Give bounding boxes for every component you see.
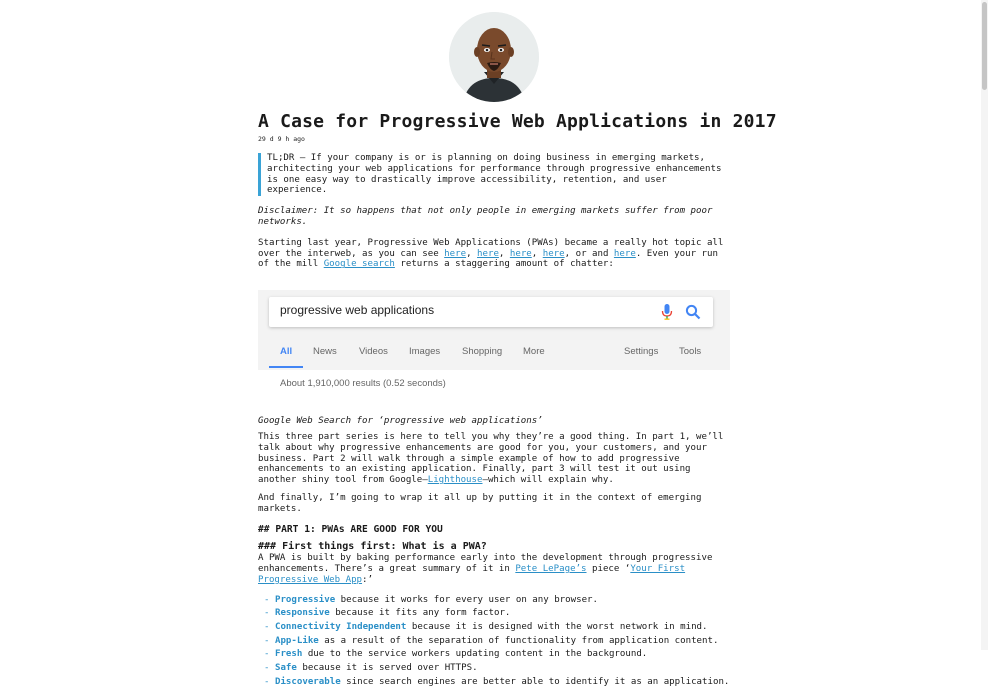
pwa-traits-list — [258, 595, 730, 688]
list-term: Responsive — [274, 608, 330, 619]
disclaimer: Disclaimer: It so happens that not only people in emerging markets suffer from poor networks. — [258, 206, 713, 227]
intro-text: Starting last year, Progressive Web Applications (PWAs) became a really hot topic all over the interweb, as you can see — [258, 237, 724, 259]
intro-text: . Even your run of the mill — [258, 248, 718, 270]
pwa-text: :’ — [362, 574, 373, 585]
article-title: A Case for Progressive Web Applications in 2017 — [258, 111, 777, 132]
search-icon — [685, 304, 701, 320]
serp-header — [258, 290, 730, 370]
serp-active-tab-indicator — [269, 366, 303, 368]
list-item — [264, 595, 730, 606]
microphone-icon — [661, 304, 673, 320]
list-dash: - — [264, 649, 270, 660]
scrollbar-thumb[interactable] — [982, 2, 987, 90]
list-dash: - — [264, 608, 270, 619]
pwa-text: piece ‘ — [586, 563, 631, 574]
link-first-pwa[interactable]: Your First Progressive Web App — [258, 563, 686, 585]
article — [258, 110, 777, 690]
serp-query: progressive web applications — [280, 303, 435, 318]
subsection-heading-what-is-pwa: ### First things first: What is a PWA? — [258, 541, 487, 553]
author-avatar — [449, 12, 539, 102]
pwa-paragraph — [258, 553, 730, 585]
separator: , — [498, 248, 510, 259]
intro-paragraph — [258, 238, 730, 270]
link-lighthouse[interactable]: Lighthouse — [427, 475, 483, 486]
list-item — [264, 649, 730, 660]
serp-tab-all: All — [280, 346, 293, 358]
page-scrollbar[interactable] — [981, 0, 988, 650]
list-dash: - — [264, 662, 270, 673]
list-term: Connectivity Independent — [274, 621, 407, 632]
pwa-text: A PWA is built by baking performance early into the development through progressive enhancements. There’s a great summary of it in — [258, 553, 713, 574]
series-text: —which will explain why. — [482, 475, 614, 486]
tldr-blockquote — [258, 153, 730, 196]
serp-search-box — [269, 297, 713, 327]
serp-result-stats: About 1,910,000 results (0.52 seconds) — [280, 378, 446, 390]
list-dash: - — [264, 635, 270, 646]
avatar-illustration-icon — [449, 12, 539, 102]
list-item — [264, 622, 730, 633]
link-google-search[interactable]: Google search — [323, 259, 395, 270]
link-here-4[interactable]: here — [542, 248, 565, 259]
image-caption: Google Web Search for ‘progressive web applications’ — [258, 416, 543, 427]
series-text: This three part series is here to tell you why they’re a good thing. In part 1, we’ll talk about why progressive enhancements are good for you, your customers, and your business. Part 2 will walk through a simple example of how to add progressive enhancements to an existing application. Finally, part 3 will test it out using another shiny tool from Google— — [258, 431, 724, 486]
list-dash: - — [264, 621, 270, 632]
list-item — [264, 677, 730, 688]
finally-paragraph: And finally, I’m going to wrap it all up by putting it in the context of emerging markets. — [258, 492, 702, 514]
link-here-1[interactable]: here — [444, 248, 467, 259]
google-search-screenshot — [258, 290, 730, 398]
separator: , — [531, 248, 543, 259]
list-text: due to the service workers updating content in the background. — [302, 649, 648, 660]
list-item — [264, 608, 730, 619]
list-text: because it fits any form factor. — [329, 608, 511, 619]
serp-tab-shopping: Shopping — [462, 346, 503, 358]
link-pete-lepage[interactable]: Pete LePage’s — [515, 563, 587, 574]
list-text: because it works for every user on any browser. — [335, 594, 598, 605]
list-term: Safe — [274, 662, 297, 673]
serp-tab-settings: Settings — [624, 346, 659, 358]
list-item — [264, 636, 730, 647]
list-term: App-Like — [274, 635, 319, 646]
list-term: Fresh — [274, 649, 303, 660]
list-term: Progressive — [274, 594, 336, 605]
serp-tabs — [258, 341, 730, 369]
link-here-5[interactable]: here — [613, 248, 636, 259]
list-text: because it is served over HTTPS. — [296, 662, 478, 673]
list-text: since search engines are better able to identify it as an application. — [340, 676, 730, 687]
serp-tab-images: Images — [409, 346, 441, 358]
serp-tab-news: News — [313, 346, 337, 358]
list-item — [264, 663, 730, 674]
list-dash: - — [264, 594, 270, 605]
list-term: Discoverable — [274, 676, 341, 687]
serp-tab-videos: Videos — [359, 346, 388, 358]
link-here-2[interactable]: here — [477, 248, 499, 259]
link-here-3[interactable]: here — [509, 248, 532, 259]
intro-text: returns a staggering amount of chatter: — [394, 259, 614, 270]
series-paragraph — [258, 432, 730, 486]
list-text: because it is designed with the worst network in mind. — [406, 621, 708, 632]
list-text: as a result of the separation of functionality from application content. — [318, 635, 719, 646]
serp-tab-more: More — [523, 346, 545, 358]
serp-tab-tools: Tools — [679, 346, 702, 358]
post-timestamp: 29 d 9 h ago — [258, 135, 305, 143]
tldr-text: TL;DR — If your company is or is planning on doing business in emerging markets, architecting your web applications for performance through progressive enhancements is one easy way to drastically improve accessibility, retention, and user experience. — [267, 153, 722, 196]
separator: , — [466, 248, 478, 259]
separator: , or and — [564, 248, 614, 259]
section-heading-part1: ## PART 1: PWAs ARE GOOD FOR YOU — [258, 523, 443, 535]
list-dash: - — [264, 676, 270, 687]
